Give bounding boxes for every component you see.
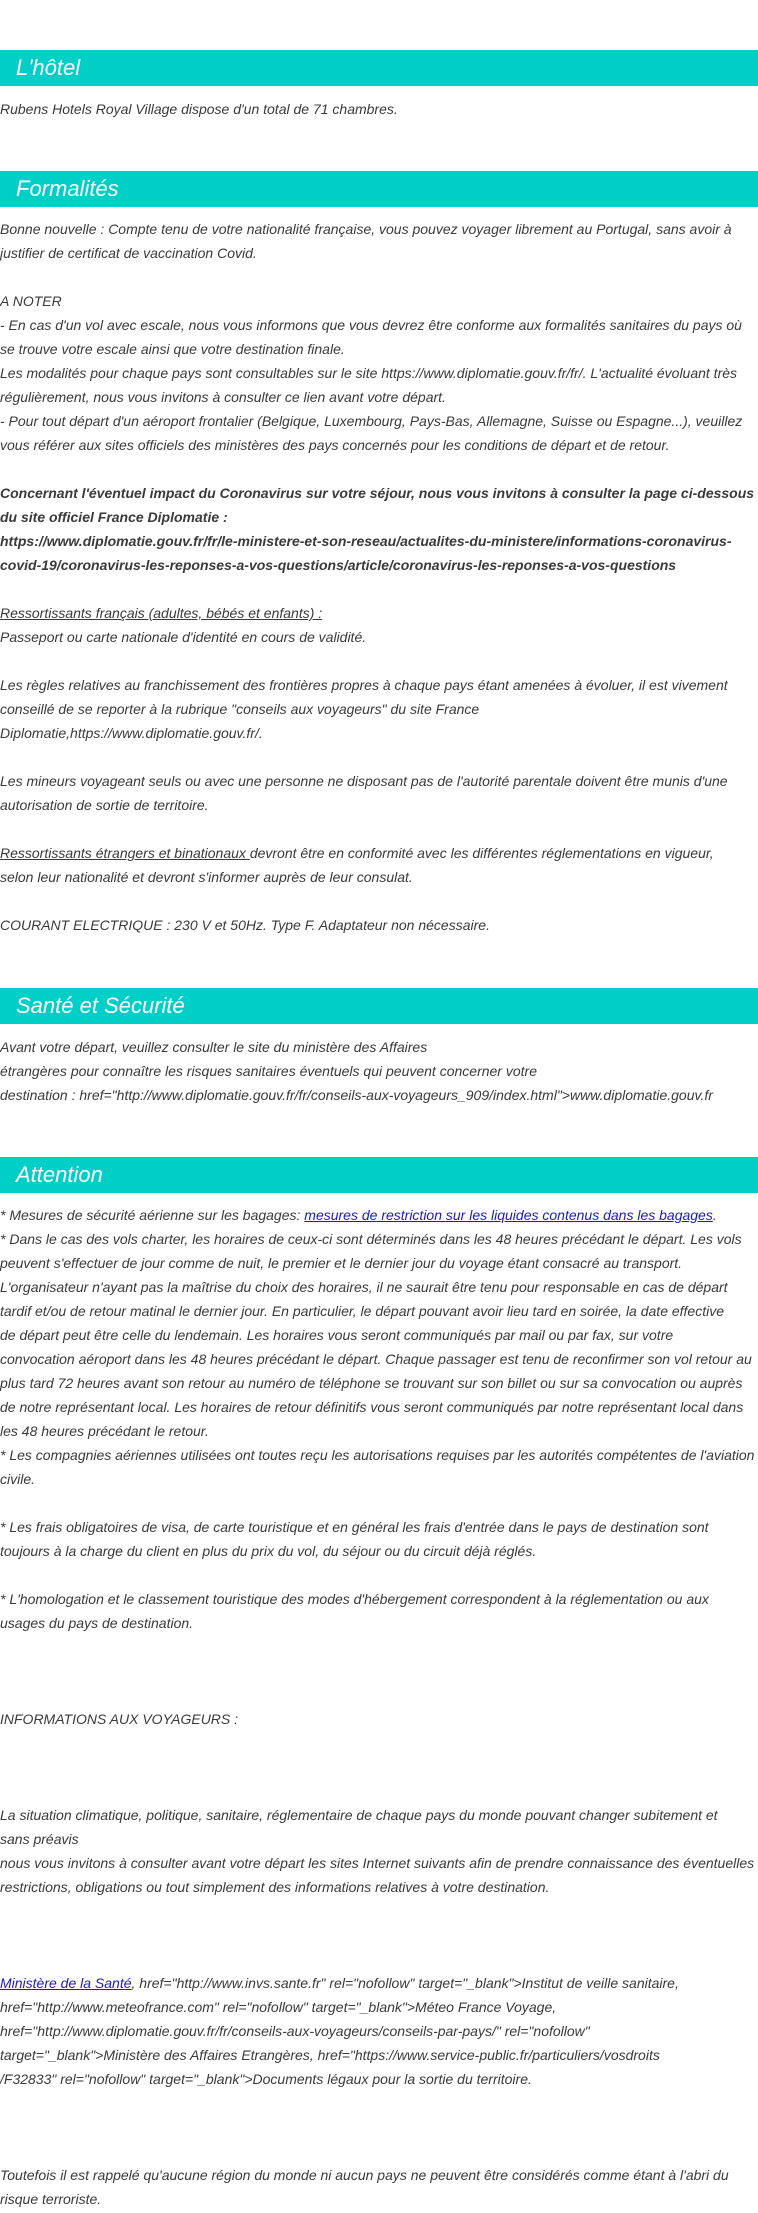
liquides-restriction-link[interactable]: mesures de restriction sur les liquides contenus dans les bagages bbox=[304, 1207, 713, 1223]
sante-content bbox=[0, 1035, 758, 1107]
links-line: href="http://www.diplomatie.gouv.fr/fr/conseils-aux-voyageurs/conseils-par-pays/" rel="nofollow" bbox=[0, 2023, 590, 2039]
charter-line: L'organisateur n'ayant pas la maîtrise du choix des horaires, il ne saurait être tenu pour responsable en cas de départ bbox=[0, 1279, 728, 1295]
attention-content bbox=[0, 1203, 758, 2211]
links-line bbox=[0, 1971, 758, 1995]
charter-line: tardif et/ou de retour matinal le dernier jour. En particulier, le départ pouvant avoir lieu tard en soirée, la date effective bbox=[0, 1303, 725, 1319]
bagages-suffix: . bbox=[712, 1207, 717, 1223]
frais-line: * Les frais obligatoires de visa, de carte touristique et en général les frais d'entrée dans le pays de destination sont bbox=[0, 1519, 709, 1535]
links-line: href="http://www.meteofrance.com" rel="nofollow" target="_blank">Méteo France Voyage, bbox=[0, 1999, 557, 2015]
toutefois-line: risque terroriste. bbox=[0, 2191, 102, 2207]
regles-line: Les règles relatives au franchissement des frontières propres à chaque pays étant amenées à évoluer, il est vivement bbox=[0, 677, 728, 693]
sante-line: destination : href="http://www.diplomatie.gouv.fr/fr/conseils-aux-voyageurs_909/index.html">www.diplomatie.gouv.fr bbox=[0, 1087, 713, 1103]
section-header-hotel bbox=[0, 50, 758, 86]
mineurs-line: autorisation de sortie de territoire. bbox=[0, 797, 209, 813]
hotel-text: Rubens Hotels Royal Village dispose d'un total de 71 chambres. bbox=[0, 101, 398, 117]
note-line: se trouve votre escale ainsi que votre destination finale. bbox=[0, 341, 345, 357]
covid-url-line: https://www.diplomatie.gouv.fr/fr/le-ministere-et-son-reseau/actualites-du-ministere/informations-coronavirus- bbox=[0, 533, 732, 549]
section-header-sante bbox=[0, 988, 758, 1024]
compagnies-line: civile. bbox=[0, 1471, 36, 1487]
charter-line: plus tard 72 heures avant son retour au numéro de téléphone se trouvant sur son billet ou sur sa convocation ou auprès bbox=[0, 1375, 743, 1391]
mineurs-line: Les mineurs voyageant seuls ou avec une personne ne disposant pas de l'autorité parentale doivent être munis d'une bbox=[0, 773, 728, 789]
charter-line: peuvent s'effectuer de jour comme de nuit, le premier et le dernier jour du voyage étant consacré au transport. bbox=[0, 1255, 683, 1271]
note-line: régulièrement, nous vous invitons à consulter ce lien avant votre départ. bbox=[0, 389, 446, 405]
section-header-formalites bbox=[0, 171, 758, 207]
courant-electrique: COURANT ELECTRIQUE : 230 V et 50Hz. Type F. Adaptateur non nécessaire. bbox=[0, 917, 490, 933]
intro-line: justifier de certificat de vaccination Covid. bbox=[0, 245, 257, 261]
regles-line: Diplomatie,https://www.diplomatie.gouv.fr/. bbox=[0, 725, 263, 741]
etrangers-line bbox=[0, 841, 758, 865]
bagages-line bbox=[0, 1203, 758, 1227]
frais-line: toujours à la charge du client en plus du prix du vol, du séjour ou du circuit déjà réglés. bbox=[0, 1543, 537, 1559]
situation-line: nous vous invitons à consulter avant votre départ les sites Internet suivants afin de prendre connaissance des éventuelles bbox=[0, 1855, 755, 1871]
bagages-prefix: * Mesures de sécurité aérienne sur les bagages: bbox=[0, 1207, 305, 1223]
section-header-attention bbox=[0, 1157, 758, 1193]
regles-line: conseillé de se reporter à la rubrique "conseils aux voyageurs" du site France bbox=[0, 701, 480, 717]
note-line: Les modalités pour chaque pays sont consultables sur le site https://www.diplomatie.gouv.fr/fr/. L'actualité évoluant très bbox=[0, 365, 738, 381]
homologation-line: * L'homologation et le classement touristique des modes d'hébergement correspondent à la réglementation ou aux bbox=[0, 1591, 709, 1607]
charter-line: * Dans le cas des vols charter, les horaires de ceux-ci sont déterminés dans les 48 heures précédant le départ. Les vols bbox=[0, 1231, 742, 1247]
note-line: - Pour tout départ d'un aéroport frontalier (Belgique, Luxembourg, Pays-Bas, Allemagne, Suisse ou Espagne...), veuillez bbox=[0, 413, 743, 429]
covid-notice-line: du site officiel France Diplomatie : bbox=[0, 509, 228, 525]
ministere-sante-link[interactable]: Ministère de la Santé bbox=[0, 1975, 132, 1991]
charter-line: de notre représentant local. Les horaires de retour définitifs vous seront communiqués par notre représentant local dans bbox=[0, 1399, 744, 1415]
links-line: /F32833" rel="nofollow" target="_blank">Documents légaux pour la sortie du territoire. bbox=[0, 2071, 532, 2087]
situation-line: sans préavis bbox=[0, 1831, 79, 1847]
etrangers-text: devront être en conformité avec les différentes réglementations en vigueur, bbox=[249, 845, 714, 861]
a-noter-label: A NOTER bbox=[0, 293, 62, 309]
section-title-formalites: Formalités bbox=[16, 176, 119, 201]
section-title-hotel: L'hôtel bbox=[16, 55, 81, 80]
ressortissants-etrangers-heading: Ressortissants étrangers et binationaux bbox=[0, 845, 250, 861]
sante-line: étrangères pour connaître les risques sanitaires éventuels qui peuvent concerner votre bbox=[0, 1063, 537, 1079]
situation-line: La situation climatique, politique, sanitaire, réglementaire de chaque pays du monde pouvant changer subitement et bbox=[0, 1807, 718, 1823]
charter-line: les 48 heures précédant le retour. bbox=[0, 1423, 209, 1439]
etrangers-line: selon leur nationalité et devront s'informer auprès de leur consulat. bbox=[0, 869, 413, 885]
note-line: vous référer aux sites officiels des ministères des pays concernés pour les conditions de départ et de retour. bbox=[0, 437, 670, 453]
compagnies-line: * Les compagnies aériennes utilisées ont toutes reçu les autorisations requises par les autorités compétentes de l'aviation bbox=[0, 1447, 755, 1463]
links-text: , href="http://www.invs.sante.fr" rel="nofollow" target="_blank">Institut de veille sanitaire, bbox=[131, 1975, 679, 1991]
charter-line: convocation aéroport dans les 48 heures précédant le départ. Chaque passager est tenu de reconfirmer son vol retour au bbox=[0, 1351, 752, 1367]
links-line: target="_blank">Ministère des Affaires Etrangères, href="https://www.service-public.fr/particuliers/vosdroits bbox=[0, 2047, 660, 2063]
hotel-description bbox=[0, 97, 758, 121]
charter-line: de départ peut être celle du lendemain. Les horaires vous seront communiqués par mail ou par fax, sur votre bbox=[0, 1327, 674, 1343]
formalites-content bbox=[0, 217, 758, 937]
ressortissants-francais-heading: Ressortissants français (adultes, bébés et enfants) : bbox=[0, 605, 323, 621]
covid-notice-line: Concernant l'éventuel impact du Coronavirus sur votre séjour, nous vous invitons à consulter la page ci-dessous bbox=[0, 485, 755, 501]
situation-line: restrictions, obligations ou tout simplement des informations relatives à votre destination. bbox=[0, 1879, 550, 1895]
sante-line: Avant votre départ, veuillez consulter le site du ministère des Affaires bbox=[0, 1039, 428, 1055]
passeport-text: Passeport ou carte nationale d'identité en cours de validité. bbox=[0, 629, 367, 645]
toutefois-line: Toutefois il est rappelé qu'aucune région du monde ni aucun pays ne peuvent être considérés comme étant à l'abri du bbox=[0, 2167, 729, 2183]
note-line: - En cas d'un vol avec escale, nous vous informons que vous devrez être conforme aux formalités sanitaires du pays où bbox=[0, 317, 742, 333]
section-title-attention: Attention bbox=[16, 1162, 103, 1187]
informations-voyageurs-heading: INFORMATIONS AUX VOYAGEURS : bbox=[0, 1711, 239, 1727]
section-title-sante: Santé et Sécurité bbox=[16, 993, 185, 1018]
homologation-line: usages du pays de destination. bbox=[0, 1615, 194, 1631]
covid-url-line: covid-19/coronavirus-les-reponses-a-vos-questions/article/coronavirus-les-reponses-a-vos-questions bbox=[0, 557, 677, 573]
intro-line: Bonne nouvelle : Compte tenu de votre nationalité française, vous pouvez voyager librement au Portugal, sans avoir à bbox=[0, 221, 732, 237]
